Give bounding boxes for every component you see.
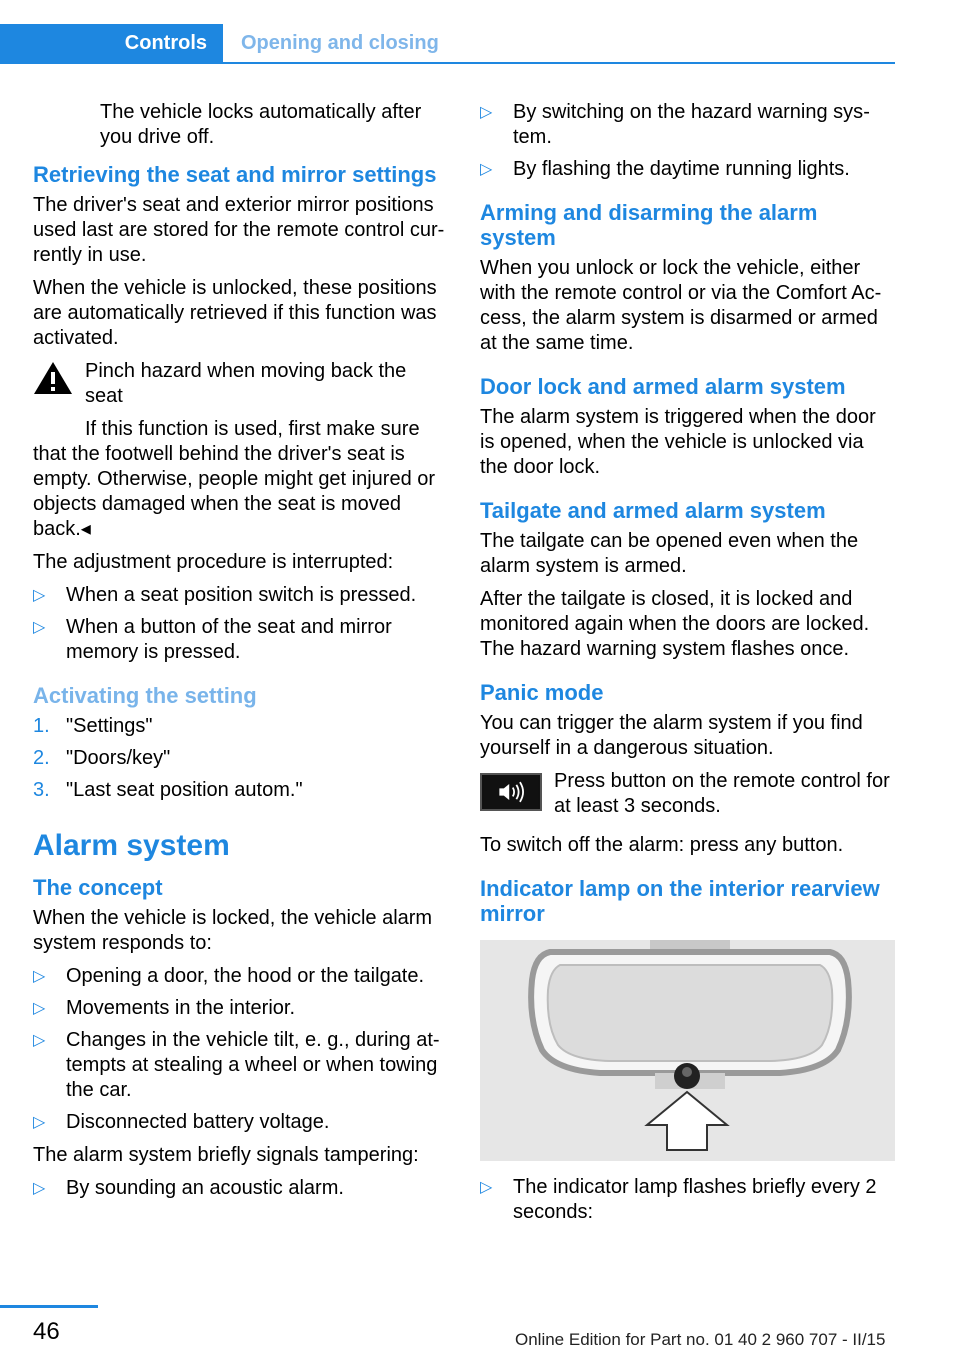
list-item [480, 157, 895, 182]
left-column [33, 100, 448, 1209]
tamper-intro: The alarm system briefly signals tampering: [33, 1144, 419, 1166]
auto-lock-note: The vehicle locks automatically after you drive off. [100, 101, 422, 148]
list-item [480, 100, 895, 150]
list-item-text: When a seat position switch is pressed. [66, 584, 417, 606]
retrieve-paragraph-2: When the vehicle is unlocked, these positions are automatically retrieved if this function was activated. [33, 277, 437, 349]
list-item [33, 1028, 448, 1103]
panic-button-text: Press button on the remote control for at least 3 seconds. [554, 770, 890, 817]
list-item [33, 583, 448, 608]
panic-button-instruction [480, 769, 895, 821]
tailgate-paragraph-2: After the tailgate is closed, it is locked and monitored again when the doors are locked. The hazard warning system flashes once. [480, 588, 870, 660]
triangle-bullet-icon: ▷ [33, 1000, 46, 1017]
step-item [33, 746, 448, 771]
triangle-bullet-icon: ▷ [480, 1179, 493, 1196]
list-item-text: Opening a door, the hood or the tailgate. [66, 965, 425, 987]
indicator-lamp-heading: Indicator lamp on the interior rearview mirror [480, 876, 880, 926]
step-text: "Last seat position autom." [66, 779, 303, 801]
switch-off-alarm: To switch off the alarm: press any button. [480, 834, 844, 856]
door-lock-paragraph: The alarm system is triggered when the door is opened, when the vehicle is unlocked via the door lock. [480, 406, 876, 478]
step-item [33, 714, 448, 739]
retrieve-settings-heading: Retrieving the seat and mirror settings [33, 162, 437, 187]
triangle-bullet-icon: ▷ [33, 1114, 46, 1131]
list-item-text: By sounding an acoustic alarm. [66, 1177, 344, 1199]
rearview-mirror-illustration [480, 940, 895, 1161]
triangle-bullet-icon: ▷ [33, 619, 46, 636]
step-item [33, 778, 448, 803]
tamper-list [33, 1176, 448, 1201]
concept-heading: The concept [33, 875, 163, 900]
tailgate-heading: Tailgate and armed alarm system [480, 498, 826, 523]
list-item-text: Changes in the vehicle tilt, e. g., during attempts at stealing a wheel or when towing the car. [66, 1029, 440, 1101]
activation-steps [33, 714, 448, 803]
list-item [33, 615, 448, 665]
page-number: 46 [33, 1318, 60, 1345]
door-lock-heading: Door lock and armed alarm system [480, 374, 846, 399]
section-tab-label: Controls [124, 31, 207, 54]
warning-triangle-icon [33, 361, 73, 395]
triangle-bullet-icon: ▷ [480, 104, 493, 121]
step-number: 2. [33, 747, 50, 769]
footer-rule [0, 1305, 98, 1308]
triangle-bullet-icon: ▷ [480, 161, 493, 178]
retrieve-paragraph-1: The driver's seat and exterior mirror positions used last are stored for the remote control currently in use. [33, 194, 445, 266]
list-item [33, 996, 448, 1021]
list-item-text: By flashing the daytime running lights. [513, 158, 850, 180]
list-item-text: The indicator lamp flashes briefly every 2 seconds: [513, 1176, 877, 1223]
interrupt-intro: The adjustment procedure is interrupted: [33, 551, 394, 573]
pinch-hazard-warning [33, 359, 448, 542]
list-item [33, 964, 448, 989]
list-item [480, 1175, 895, 1225]
alarm-system-title: Alarm system [33, 829, 230, 862]
edition-text: Online Edition for Part no. 01 40 2 960 707 - II/15 [515, 1330, 886, 1349]
warning-title: Pinch hazard when moving back the seat [85, 360, 407, 407]
concept-list [33, 964, 448, 1135]
list-item-text: Disconnected battery voltage. [66, 1111, 330, 1133]
list-item-text: When a button of the seat and mirror memory is pressed. [66, 616, 392, 663]
step-text: "Doors/key" [66, 747, 171, 769]
concept-paragraph: When the vehicle is locked, the vehicle alarm system responds to: [33, 907, 433, 954]
panic-mode-heading: Panic mode [480, 680, 604, 705]
warning-body: that the footwell behind the driver's seat is empty. Otherwise, people might get injured or objects damaged when the seat is moved back.◂ [33, 443, 436, 540]
panic-paragraph: You can trigger the alarm system if you find yourself in a dangerous situation. [480, 712, 863, 759]
list-item [33, 1110, 448, 1135]
header-bar [0, 24, 895, 64]
warning-first-line: If this function is used, first make sure [85, 418, 420, 440]
panic-button-icon [480, 773, 542, 811]
arming-paragraph: When you unlock or lock the vehicle, either with the remote control or via the Comfort Access, the alarm system is disarmed or armed at the same time. [480, 257, 882, 354]
triangle-bullet-icon: ▷ [33, 1180, 46, 1197]
tamper-list-continued [480, 100, 895, 182]
tailgate-paragraph-1: The tailgate can be opened even when the alarm system is armed. [480, 530, 859, 577]
list-item-text: Movements in the interior. [66, 997, 295, 1019]
step-text: "Settings" [66, 715, 153, 737]
list-item [33, 1176, 448, 1201]
chapter-tab-label: Opening and closing [241, 32, 439, 54]
section-tab[interactable] [0, 24, 223, 62]
activating-setting-heading: Activating the setting [33, 683, 257, 708]
indicator-list [480, 1175, 895, 1225]
interrupt-list [33, 583, 448, 665]
list-item-text: By switching on the hazard warning system. [513, 101, 870, 148]
right-column [480, 100, 895, 1233]
arming-heading: Arming and disarming the alarm system [480, 200, 818, 250]
chapter-tab[interactable] [241, 24, 439, 62]
triangle-bullet-icon: ▷ [33, 968, 46, 985]
step-number: 1. [33, 715, 50, 737]
triangle-bullet-icon: ▷ [33, 1032, 46, 1049]
step-number: 3. [33, 779, 50, 801]
triangle-bullet-icon: ▷ [33, 587, 46, 604]
